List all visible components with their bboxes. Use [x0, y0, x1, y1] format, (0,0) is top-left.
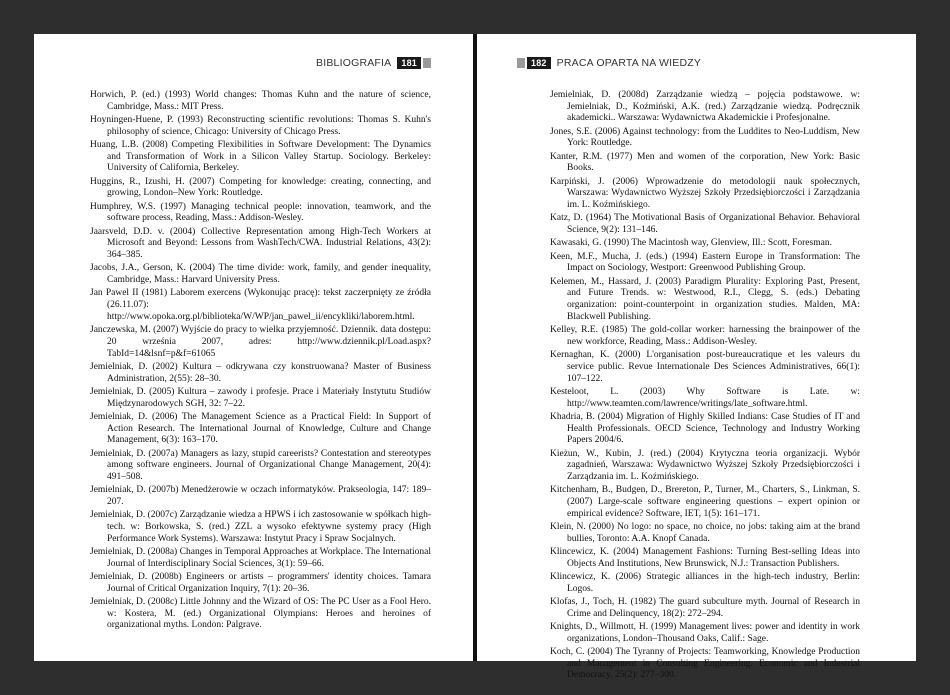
- reference-entry: Jemielniak, D. (2002) Kultura – odkrywana czy konstruowana? Master of Business Administration, 2(55): 28–30.: [90, 361, 431, 384]
- reference-entry: Jan Pawel II (1981) Laborem exercens (Wykonując pracę): tekst zaczerpnięty ze źródła (26.11.07): http://www.opoka.org.pl/biblioteka/W/WP/jan_pawel_ii/encykliki/laborem.html.: [90, 288, 431, 322]
- reference-entry: Katz, D. (1964) The Motivational Basis of Organizational Behavior. Behavioral Science, 9(2): 131–146.: [550, 213, 860, 236]
- reference-entry: Kelemen, M., Hassard, J. (2003) Paradigm Plurality: Exploring Past, Present, and Future Trends. w: Westwood, R.I., Clegg, S. (eds.) Debating organization: point-counterpoint in organization studies. Malden, MA: Blackwell Publishing.: [550, 276, 860, 322]
- reference-entry: Jemielniak, D. (2008b) Engineers or artists – programmers' identity choices. Tamara Journal of Critical Organization Inquiry, 7(1): 20–36.: [90, 571, 431, 594]
- page-number-tab-decoration: [423, 58, 431, 68]
- left-running-header: [316, 55, 431, 71]
- reference-entry: Humphrey, W.S. (1997) Managing technical people: innovation, teamwork, and the software process, Reading, Mass.: Addison-Wesley.: [90, 201, 431, 224]
- reference-entry: Jones, S.E. (2006) Against technology: from the Luddites to Neo-Luddism, New York: Routledge.: [550, 126, 860, 149]
- reference-entry: Kitchenham, B., Budgen, D., Brereton, P., Turner, M., Charters, S., Linkman, S. (2007) Large-scale software engineering questions – expert opinion or empirical evidence? Software, IET, 1(5): 161–171.: [550, 485, 860, 519]
- reference-entry: Jemielniak, D. (2005) Kultura – zawody i profesje. Prace i Materiały Instytutu Studiów Międzynarodowych SGH, 32: 7–22.: [90, 386, 431, 409]
- reference-entry: Jemielniak, D. (2006) The Management Science as a Practical Field: In Support of Action Research. The International Journal of Knowledge, Culture and Change Management, 6(3): 163–170.: [90, 411, 431, 446]
- reference-entry: Jemielniak, D. (2008d) Zarządzanie wiedzą – pojęcia podstawowe. w: Jemielniak, D., Koźmiński, A.K. (red.) Zarządzanie wiedzą. Podręcznik akademicki.. Warszawa: Wydawnictwa Akademickie i Profesjonalne.: [550, 90, 860, 124]
- reference-entry: Kelley, R.E. (1985) The gold-collar worker: harnessing the brainpower of the new workforce, Reading, Mass.: Addison-Wesley.: [550, 325, 860, 347]
- reference-entry: Klincewicz, K. (2004) Management Fashions: Turning Best-selling Ideas into Objects And Institutions, New Brunswick, N.J.: Transaction Publishers.: [550, 546, 860, 569]
- reference-entry: Jacobs, J.A., Gerson, K. (2004) The time divide: work, family, and gender inequality, Cambridge, Mass.: Harvard University Press.: [90, 263, 431, 286]
- right-running-header: [517, 55, 701, 71]
- reference-entry: Huang, L.B. (2008) Competing Flexibilities in Software Development: The Dynamics and Transformation of Work in a Silicon Valley Startup. Sociology. Berkeley: University of California, Berkeley.: [90, 140, 431, 174]
- reference-entry: Kesteloot, L. (2003) Why Software is Late. w: http://www.teamten.com/lawrence/writings/late_software.html.: [550, 386, 860, 409]
- reference-entry: Jemielniak, D. (2007c) Zarządzanie wiedza a HPWS i ich zastosowanie w spółkach high-tech. w: Borkowska, S. (red.) ZZL a wysoko efektywne systemy pracy (High Performance Work Systems). Warszawa: Instytut Pracy i Spraw Socjalnych.: [90, 510, 431, 544]
- reference-entry: Jaarsveld, D.D. v. (2004) Collective Representation among High-Tech Workers at Microsoft and Beyond: Lessons from WashTech/CWA. Industrial Relations, 43(2): 364–385.: [90, 226, 431, 261]
- reference-entry: Keen, M.F., Mucha, J. (eds.) (1994) Eastern Europe in Transformation: The Impact on Sociology, Westport: Greenwood Publishing Group.: [550, 251, 860, 274]
- reference-entry: Kieżun, W., Kubin, J. (red.) (2004) Krytyczna teoria organizacji. Wybór zagadnień, Warszawa: Wydawnictwo Wyższej Szkoły Przedsiębiorczości i Zarządzania im. L. Koźmińskiego.: [550, 448, 860, 482]
- reference-entry: Khadria, B. (2004) Migration of Highly Skilled Indians: Case Studies of IT and Health Professionals. OECD Science, Technology and Industry Working Papers 2004/6.: [550, 411, 860, 446]
- left-page-number: 181: [397, 57, 421, 69]
- left-header-title: BIBLIOGRAFIA: [316, 57, 392, 69]
- reference-entry: Koch, C. (2004) The Tyranny of Projects: Teamworking, Knowledge Production and Management in Consulting Engineering. Economic and Industrial Democracy, 25(2): 277–300.: [550, 646, 860, 681]
- reference-entry: Jemielniak, D. (2008c) Little Johnny and the Wizard of OS: The PC User as a Fool Hero. w: Kostera, M. (ed.) Organizational Olympians: Heroes and heroines of organizational myths. London: Palgrave.: [90, 596, 431, 631]
- right-page: [477, 34, 916, 681]
- reference-entry: Klein, N. (2000) No logo: no space, no choice, no jobs: taking aim at the brand bullies, Toronto: A.A. Knopf Canada.: [550, 521, 860, 544]
- reference-entry: Horwich, P. (ed.) (1993) World changes: Thomas Kuhn and the nature of science, Cambridge, Mass.: MIT Press.: [90, 90, 431, 112]
- page-number-tab-decoration: [517, 58, 525, 68]
- reference-entry: Jemielniak, D. (2008a) Changes in Temporal Approaches at Workplace. The International Journal of Interdisciplinary Social Sciences, 3(1): 59–66.: [90, 546, 431, 569]
- reference-entry: Janczewska, M. (2007) Wyjście do pracy to wielka przyjemność. Dziennik. data dostępu: 20 września 2007, adres: http://www.dziennik.pl/Load.aspx?TabId=14&lsnf=p&f=61065: [90, 325, 431, 359]
- reference-entry: Jemielniak, D. (2007a) Managers as lazy, stupid careerists? Contestation and stereotypes among software engineers. Journal of Organizational Change Management, 20(4): 491–508.: [90, 448, 431, 482]
- reference-entry: Klofas, J., Toch, H. (1982) The guard subculture myth. Journal of Research in Crime and Delinquency, 18(2): 272–294.: [550, 596, 860, 619]
- right-header-title: PRACA OPARTA NA WIEDZY: [556, 57, 702, 69]
- reference-entry: Huggins, R., Izushi, H. (2007) Competing for knowledge: creating, connecting, and growing, London–New York: Routledge.: [90, 176, 431, 199]
- reference-entry: Kernaghan, K. (2000) L'organisation post-bureaucratique et les valeurs du service public. Revue Internationale Des Sciences Administratives, 66(1): 107–122.: [550, 350, 860, 384]
- left-reference-list: [90, 90, 431, 634]
- right-reference-list: [550, 90, 860, 684]
- reference-entry: Jemielniak, D. (2007b) Menedżerowie w oczach informatyków. Prakseologia, 147: 189–207.: [90, 485, 431, 507]
- left-page: [34, 34, 473, 661]
- reference-entry: Karpiński, J. (2006) Wprowadzenie do metodologii nauk społecznych, Warszawa: Wydawnictwo Wyższej Szkoły Przedsiębiorczości i Zarządzania im. L. Koźmińskiego.: [550, 176, 860, 211]
- reference-entry: Kawasaki, G. (1990) The Macintosh way, Glenview, Ill.: Scott, Foresman.: [550, 238, 832, 249]
- right-page-number: 182: [527, 57, 551, 69]
- reference-entry: Hoyningen-Huene, P. (1993) Reconstructing scientific revolutions: Thomas S. Kuhn's philosophy of science, Chicago: University of Chicago Press.: [90, 115, 431, 137]
- reference-entry: Knights, D., Willmott, H. (1999) Management lives: power and identity in work organizations, London–Thousand Oaks, Calif.: Sage.: [550, 621, 860, 644]
- reference-entry: Klincewicz, K. (2006) Strategic alliances in the high-tech industry, Berlin: Logos.: [550, 571, 860, 594]
- reference-entry: Kanter, R.M. (1977) Men and women of the corporation, New York: Basic Books.: [550, 151, 860, 174]
